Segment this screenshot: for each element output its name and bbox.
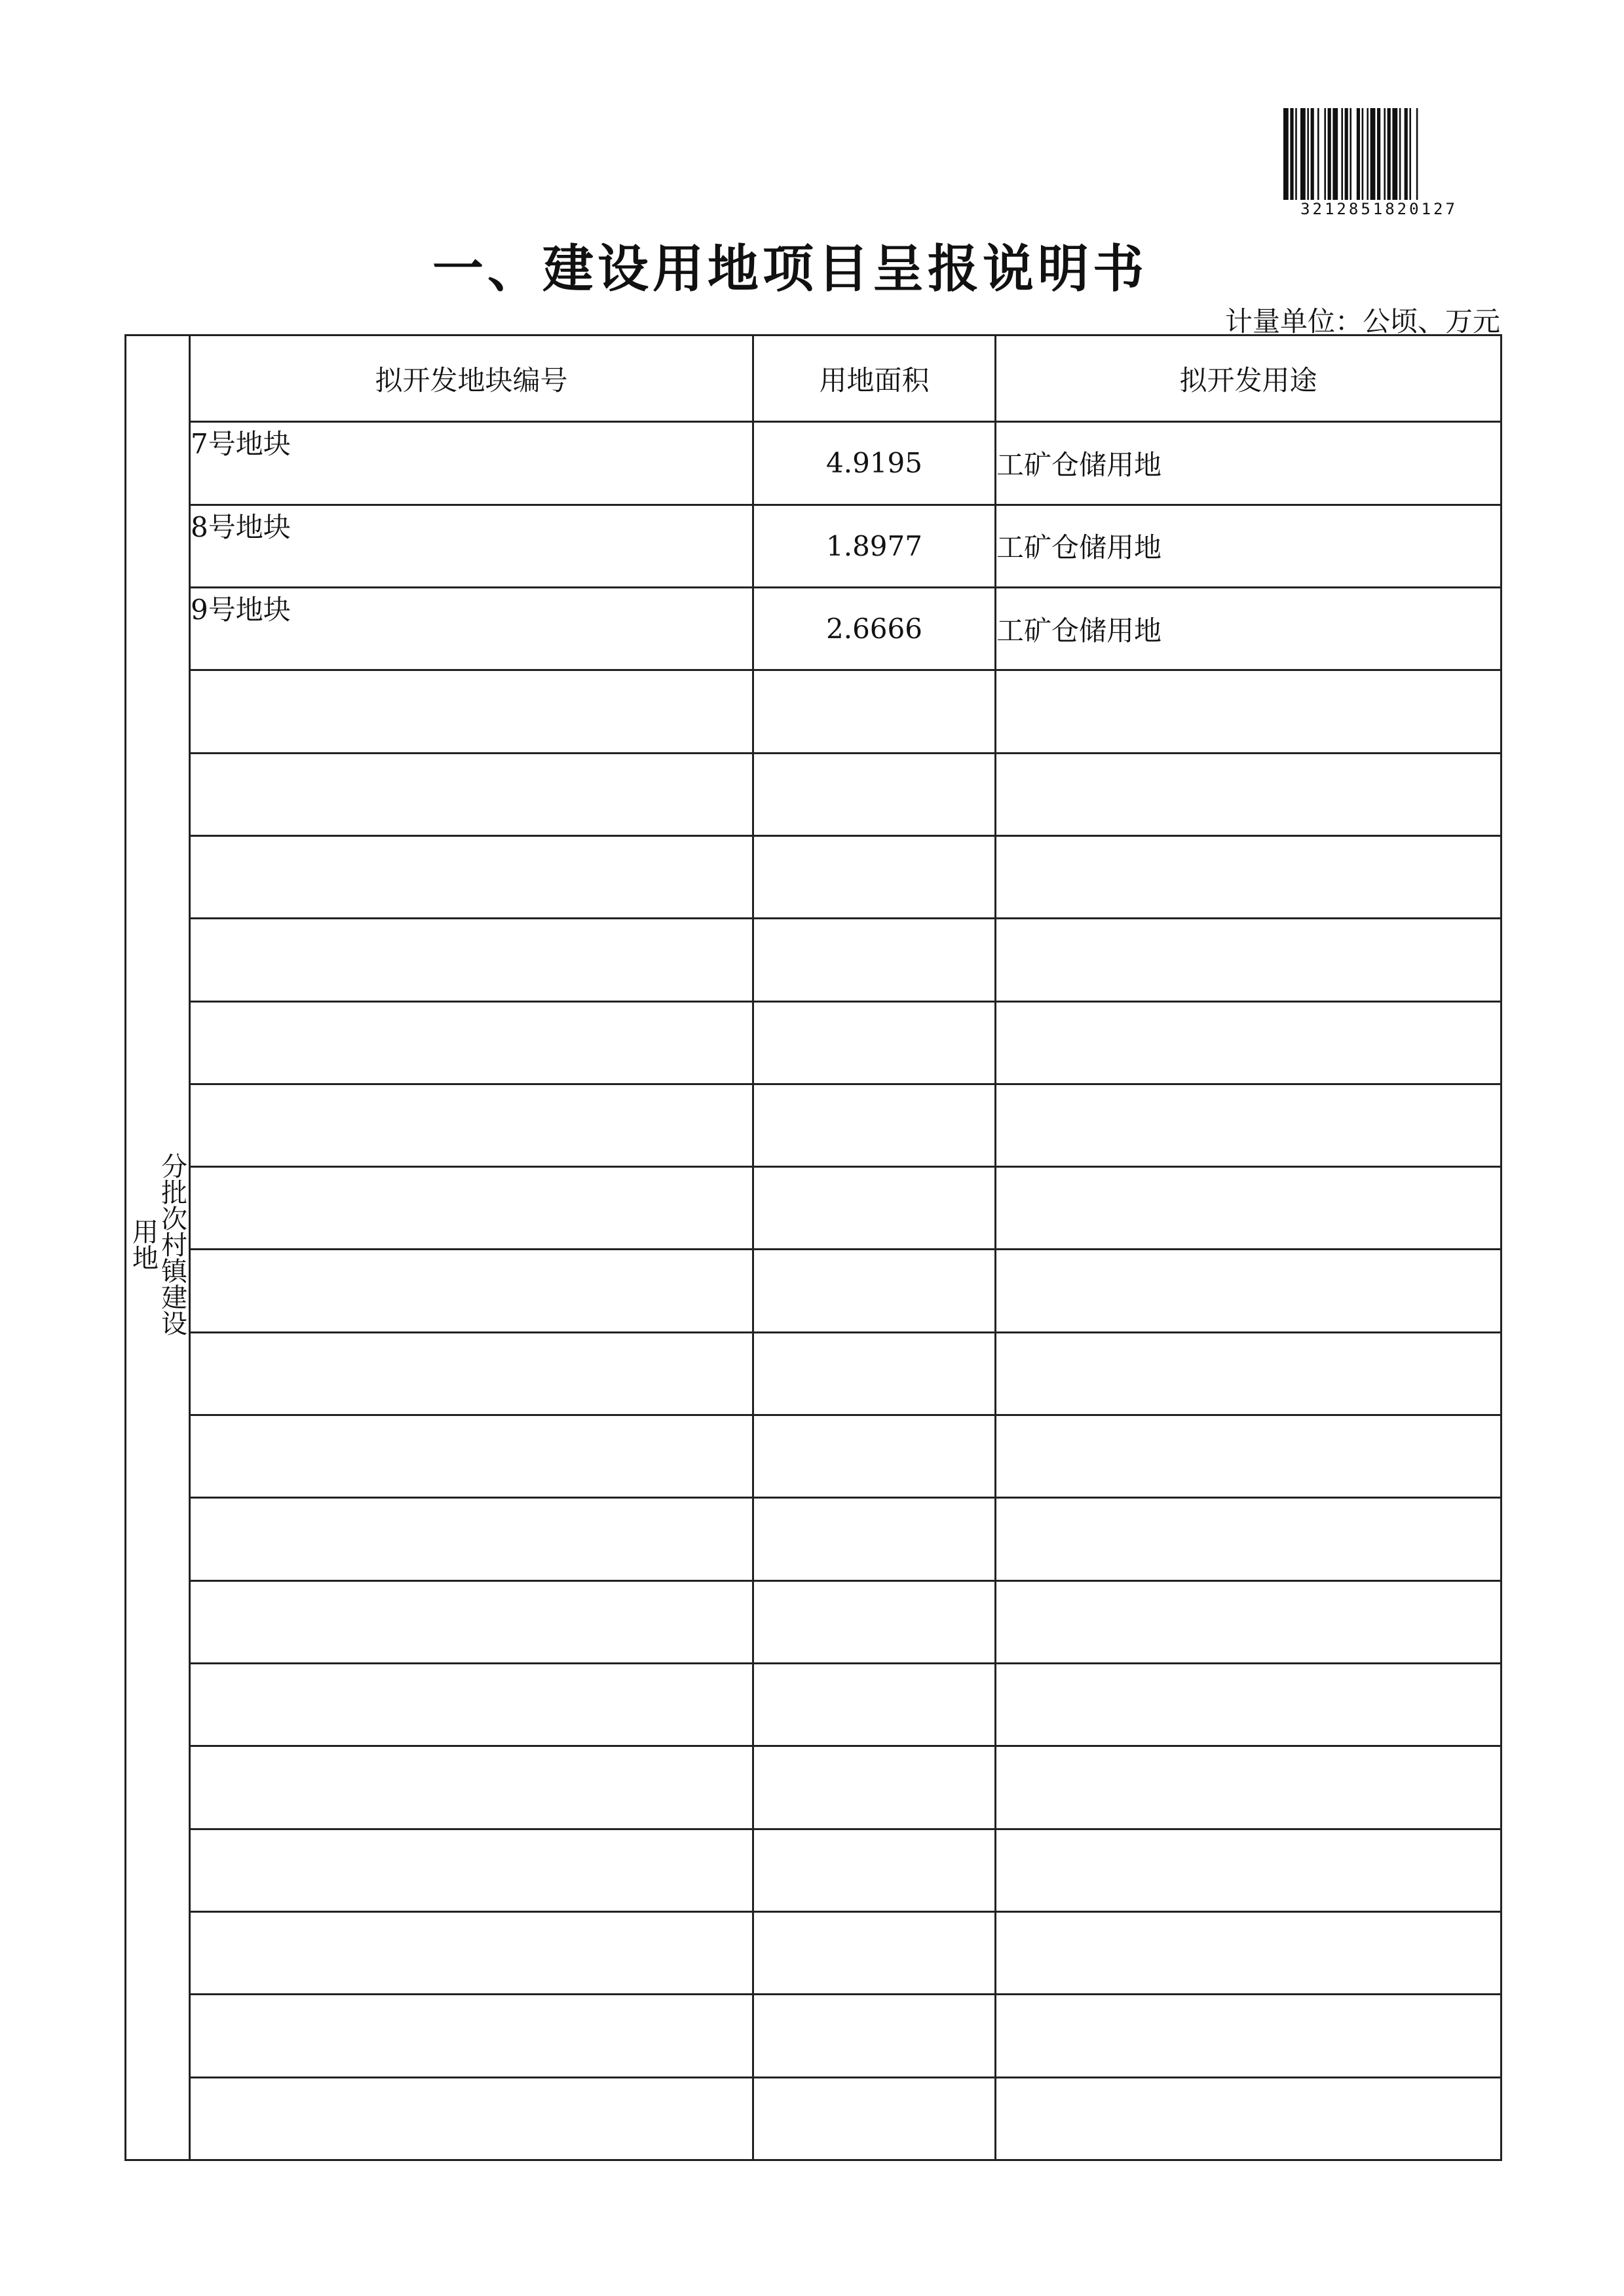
empty-cell [753,753,996,835]
empty-cell [996,1995,1501,2077]
side-label-cell [126,335,190,2160]
empty-cell [753,1580,996,1663]
empty-cell [190,1911,753,1994]
empty-table-row [126,1250,1501,1332]
empty-cell [753,2077,996,2160]
empty-table-row [126,1664,1501,1746]
empty-cell [996,1580,1501,1663]
barcode-bar [1345,108,1348,206]
empty-cell [190,835,753,918]
empty-cell [190,1415,753,1498]
block-number-cell: 7号地块 [190,422,753,505]
empty-cell [996,1415,1501,1498]
empty-cell [996,2077,1501,2160]
barcode-bar [1290,108,1293,206]
empty-table-row [126,1911,1501,1994]
empty-table-row [126,919,1501,1001]
barcode-bar [1392,108,1397,206]
empty-table-row [126,1498,1501,1580]
table-row [126,587,1501,670]
empty-table-row [126,670,1501,753]
unit-label: 计量单位：公顷、万元 [1224,305,1500,337]
empty-cell [753,1911,996,1994]
empty-cell [753,1664,996,1746]
barcode-bar [1350,108,1351,206]
empty-cell [753,1332,996,1415]
empty-cell [996,1829,1501,1911]
empty-cell [753,1167,996,1250]
barcode-bar [1311,108,1314,206]
empty-cell [996,1746,1501,1829]
empty-cell [190,753,753,835]
empty-cell [996,1167,1501,1250]
empty-cell [996,835,1501,918]
empty-cell [190,1332,753,1415]
empty-cell [753,1746,996,1829]
empty-cell [753,1250,996,1332]
barcode-bar [1384,108,1386,206]
barcode-bar [1307,108,1309,206]
empty-table-row [126,753,1501,835]
empty-cell [996,670,1501,753]
barcode-bar [1405,108,1408,206]
empty-cell [996,1084,1501,1166]
side-label: 分批次村镇建设用地 [128,1153,187,1336]
land-area-cell: 2.6666 [753,587,996,670]
table-row [126,422,1501,505]
empty-cell [753,1084,996,1166]
empty-cell [190,670,753,753]
empty-cell [996,1001,1501,1084]
empty-cell [190,2077,753,2160]
empty-cell [190,919,753,1001]
empty-cell [190,1746,753,1829]
empty-cell [753,1829,996,1911]
barcode-bar [1300,108,1306,206]
empty-cell [753,1995,996,2077]
empty-table-row [126,1332,1501,1415]
header-land-area: 用地面积 [753,335,996,422]
empty-cell [996,1664,1501,1746]
barcode-bar [1377,108,1380,206]
planned-use-cell: 工矿仓储用地 [996,422,1501,505]
barcode-bar [1399,108,1401,206]
barcode-bar [1357,108,1360,206]
empty-cell [190,1664,753,1746]
empty-table-row [126,1995,1501,2077]
empty-cell [190,1498,753,1580]
empty-cell [190,1995,753,2077]
barcode-bar [1409,108,1411,206]
barcode-bar [1317,108,1319,206]
table-row [126,505,1501,587]
empty-cell [996,1250,1501,1332]
barcode-number: 3212851820127 [1281,200,1477,218]
empty-table-row [126,1001,1501,1084]
empty-table-row [126,1829,1501,1911]
empty-cell [190,1084,753,1166]
barcode-bar [1283,108,1289,206]
planned-use-cell: 工矿仓储用地 [996,505,1501,587]
barcode-bar [1362,108,1364,206]
header-block-number: 拟开发地块编号 [190,335,753,422]
empty-cell [190,1167,753,1250]
table-header-row [126,335,1501,422]
land-area-cell: 4.9195 [753,422,996,505]
empty-cell [190,1250,753,1332]
barcode-bar [1416,108,1418,206]
empty-cell [996,753,1501,835]
empty-table-row [126,1746,1501,1829]
empty-table-row [126,1084,1501,1166]
land-use-table [124,334,1502,2161]
empty-cell [190,1829,753,1911]
header-planned-use: 拟开发用途 [996,335,1501,422]
barcode-bar [1295,108,1297,206]
empty-cell [996,919,1501,1001]
barcode-bar [1367,108,1369,206]
empty-table-row [126,835,1501,918]
barcode-bar [1332,108,1338,206]
page-title: 一、建设用地项目呈报说明书 [432,240,1148,299]
empty-cell [190,1580,753,1663]
barcode-bar [1324,108,1326,206]
empty-table-row [126,1580,1501,1663]
empty-table-row [126,1167,1501,1250]
empty-cell [996,1332,1501,1415]
empty-cell [996,1911,1501,1994]
land-area-cell: 1.8977 [753,505,996,587]
barcode-bar [1388,108,1391,206]
empty-cell [753,1498,996,1580]
planned-use-cell: 工矿仓储用地 [996,587,1501,670]
block-number-cell: 9号地块 [190,587,753,670]
empty-cell [753,670,996,753]
empty-cell [753,1415,996,1498]
empty-table-row [126,2077,1501,2160]
empty-cell [996,1498,1501,1580]
barcode-bar [1341,108,1343,206]
empty-cell [753,1001,996,1084]
block-number-cell: 8号地块 [190,505,753,587]
empty-cell [753,919,996,1001]
barcode-bar [1370,108,1376,206]
empty-cell [190,1001,753,1084]
barcode-image [1281,108,1477,206]
empty-cell [753,835,996,918]
barcode [1281,108,1477,226]
barcode-bar [1328,108,1331,206]
empty-table-row [126,1415,1501,1498]
